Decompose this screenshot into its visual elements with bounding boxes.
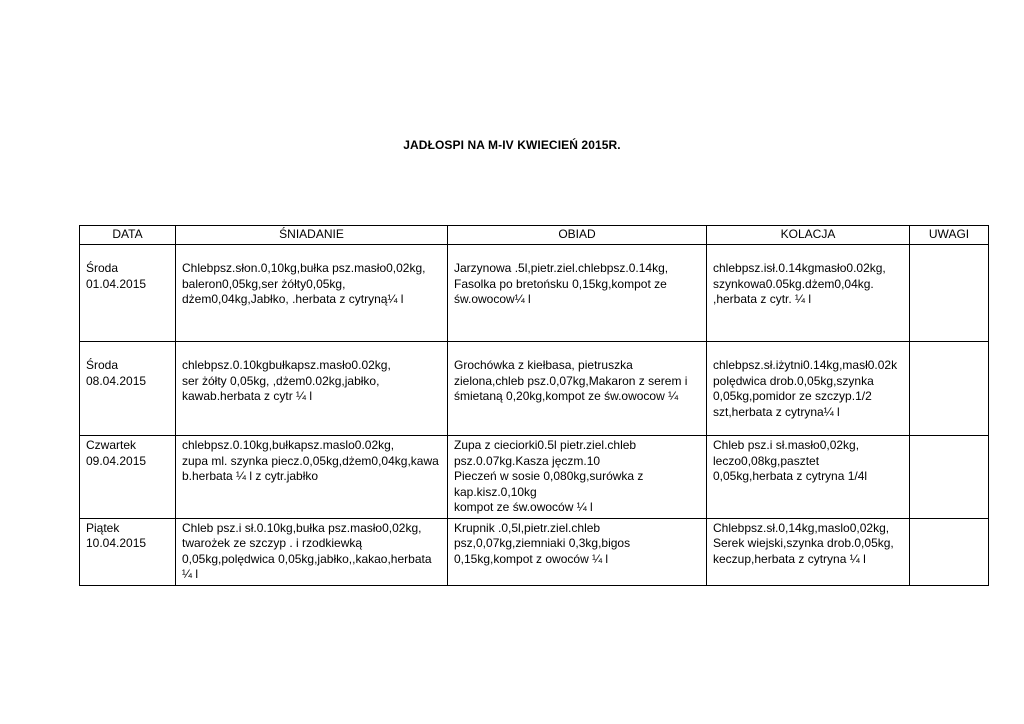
cell-data: Czwartek 09.04.2015 [80,436,176,519]
table-row [80,245,989,342]
header-uwagi: UWAGI [910,226,989,245]
cell-obiad: Krupnik .0,5l,pietr.ziel.chleb psz,0,07kg,ziemniaki 0,3kg,bigos 0,15kg,kompot z owoców ¼ l [448,518,707,585]
cell-data: Środa 01.04.2015 [80,245,176,342]
cell-uwagi [910,518,989,585]
cell-kolacja: chlebpsz.isł.0.14kgmasło0.02kg, szynkowa0.05kg.dżem0,04kg. ,herbata z cytr. ¼ l [707,245,910,342]
cell-obiad: Grochówka z kiełbasa, pietruszka zielona,chleb psz.0,07kg,Makaron z serem i śmietaną 0,20kg,kompot ze św.owocow ¼ [448,342,707,436]
table-row [80,518,989,585]
page-title: JADŁOSPI NA M-IV KWIECIEŃ 2015R. [403,138,621,152]
cell-kolacja: chlebpsz.sł.iżytni0.14kg,masł0.02k polędwica drob.0,05kg,szynka 0,05kg,pomidor ze szczyp.1/2 szt,herbata z cytryna¼ l [707,342,910,436]
header-kolacja: KOLACJA [707,226,910,245]
cell-sniadanie: Chleb psz.i sł.0.10kg,bułka psz.masło0,02kg, twarożek ze szczyp . i rzodkiewką 0,05kg,polędwica 0,05kg,jabłko,,kakao,herbata ¼ l [176,518,448,585]
cell-uwagi [910,342,989,436]
table-header-row [80,226,989,245]
menu-table [79,225,989,586]
cell-obiad: Jarzynowa .5l,pietr.ziel.chlebpsz.0.14kg, Fasolka po bretońsku 0,15kg,kompot ze św.owocow¼ l [448,245,707,342]
header-sniadanie: ŚNIADANIE [176,226,448,245]
cell-data: Środa 08.04.2015 [80,342,176,436]
cell-kolacja: Chlebpsz.sł.0,14kg,maslo0,02kg, Serek wiejski,szynka drob.0,05kg, keczup,herbata z cytryna ¼ l [707,518,910,585]
header-obiad: OBIAD [448,226,707,245]
table-row [80,342,989,436]
header-data: DATA [80,226,176,245]
cell-sniadanie: Chlebpsz.słon.0,10kg,bułka psz.masło0,02kg, baleron0,05kg,ser żółty0,05kg, dżem0,04kg,Jabłko, .herbata z cytryną¼ l [176,245,448,342]
cell-kolacja: Chleb psz.i sł.masło0,02kg, leczo0,08kg,pasztet 0,05kg,herbata z cytryna 1/4l [707,436,910,519]
cell-uwagi [910,245,989,342]
cell-sniadanie: chlebpsz.0.10kgbułkapsz.masło0.02kg, ser żółty 0,05kg, ,dżem0.02kg,jabłko, kawab.herbata z cytr ¼ l [176,342,448,436]
cell-obiad: Zupa z cieciorki0.5l pietr.ziel.chleb psz.0.07kg.Kasza jęczm.10 Pieczeń w sosie 0,080kg,surówka z kap.kisz.0,10kg kompot ze św.owoców ¼ l [448,436,707,519]
cell-data: Piątek 10.04.2015 [80,518,176,585]
table-row [80,436,989,519]
cell-uwagi [910,436,989,519]
cell-sniadanie: chlebpsz.0.10kg,bułkapsz.maslo0.02kg, zupa ml. szynka piecz.0,05kg,dżem0,04kg,kawa b.herbata ¼ l z cytr.jabłko [176,436,448,519]
